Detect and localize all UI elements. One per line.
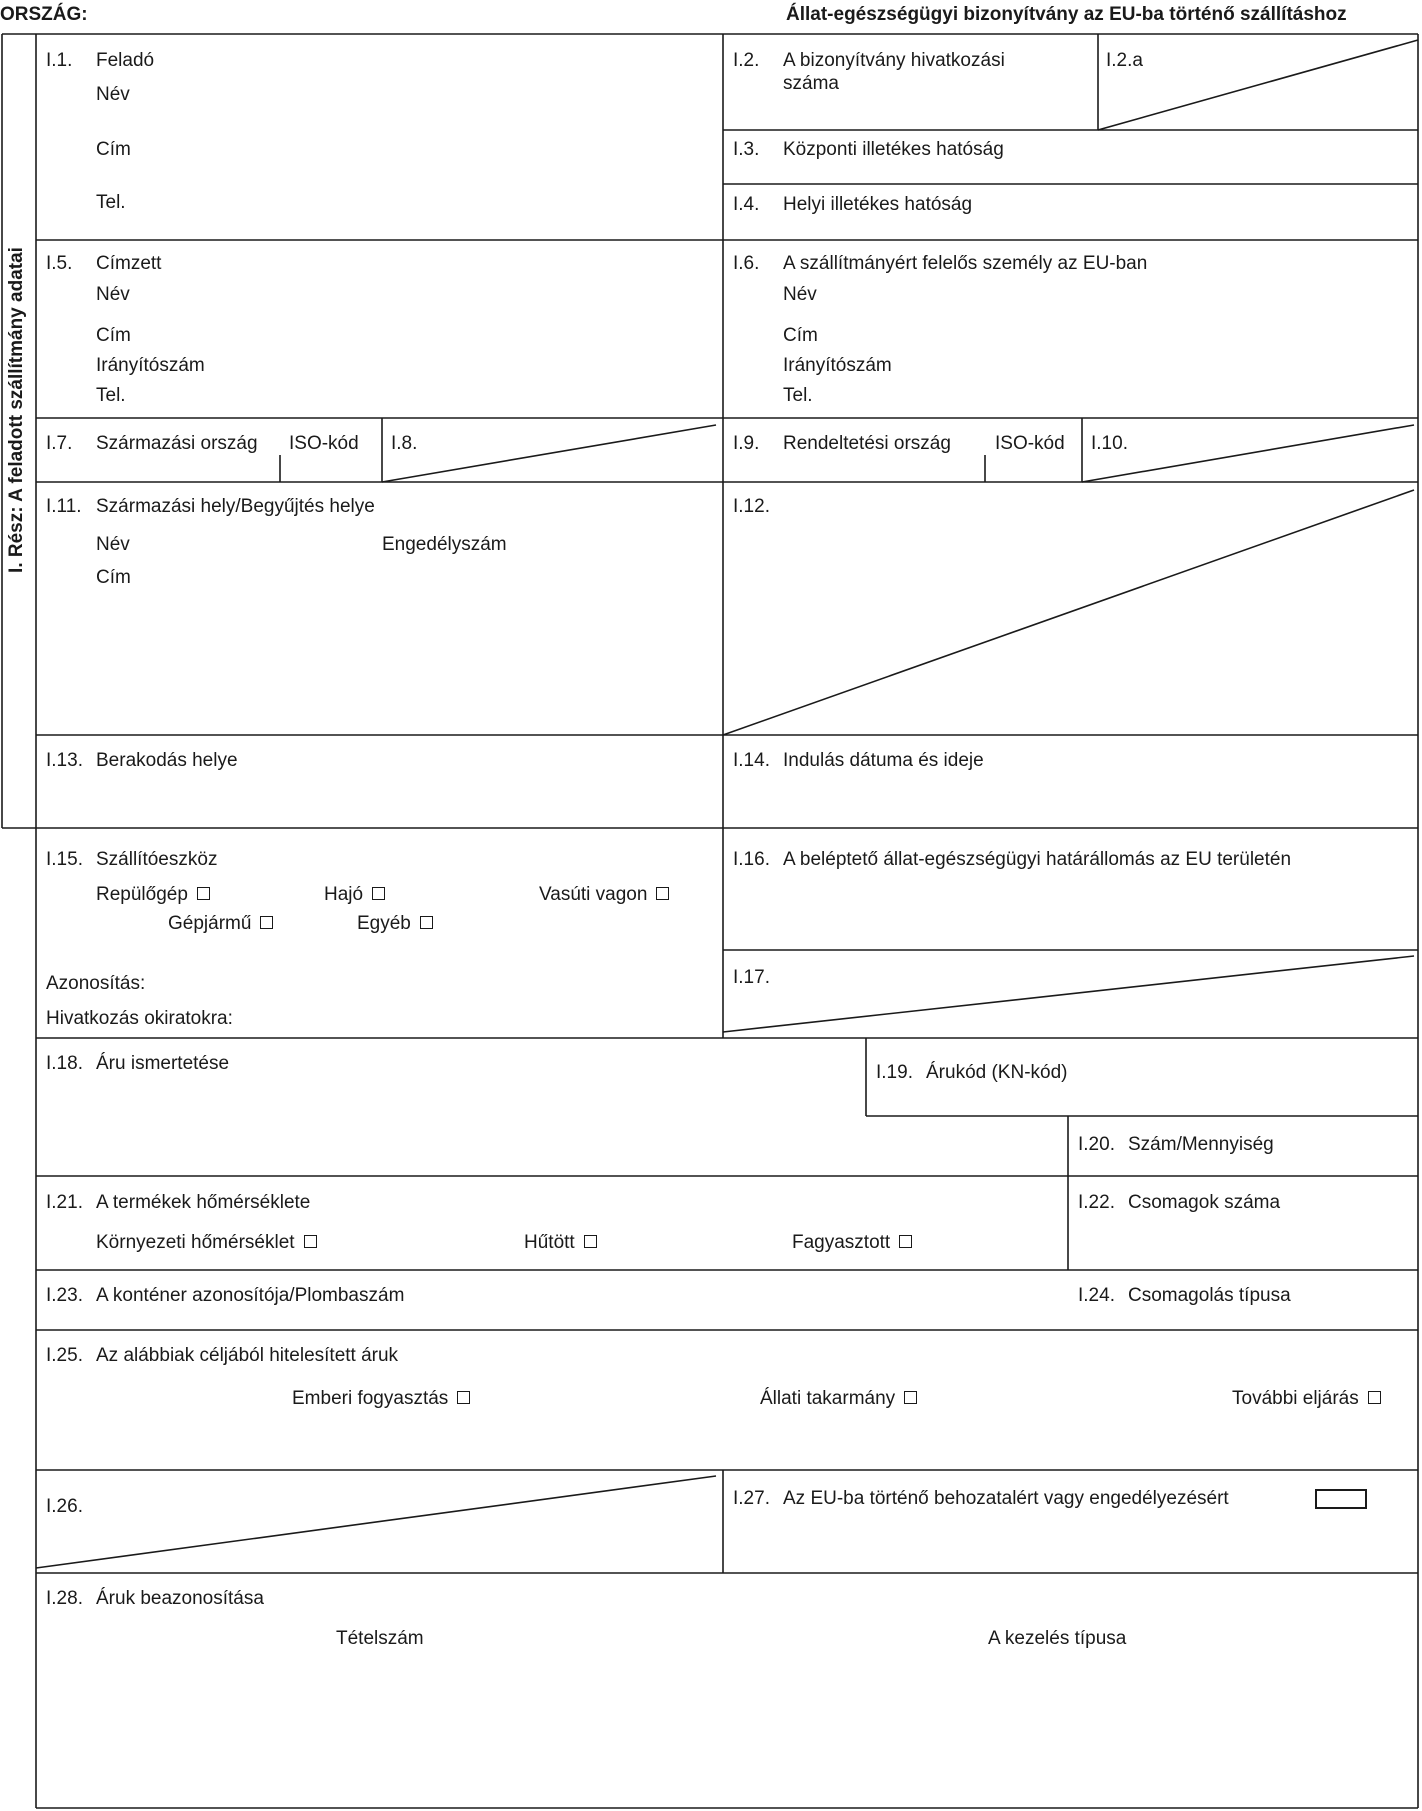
field-i25: I.25. Az alábbiak céljából hitelesített áruk [46,1345,399,1366]
i6-address-label: Cím [783,325,818,346]
transport-plane-option[interactable]: Repülőgép [96,884,210,906]
field-i21: I.21. A termékek hőmérséklete [46,1192,311,1213]
field-i4: I.4. Helyi illetékes hatóság [733,194,973,215]
i15-identification-label: Azonosítás: [46,973,146,994]
checkbox-icon[interactable] [260,916,273,929]
temp-ambient-option[interactable]: Környezeti hőmérséklet [96,1232,317,1254]
i6-name-label: Név [783,284,817,305]
i5-postcode-label: Irányítószám [96,355,205,376]
i11-name-label: Név [96,534,130,555]
field-i23: I.23. A konténer azonosítója/Plombaszám [46,1285,405,1306]
certificate-title: Állat-egészségügyi bizonyítvány az EU-ba történő szállításhoz [786,4,1347,25]
field-i1: I.1. Feladó [46,50,155,71]
country-label: ORSZÁG: [0,4,88,25]
field-i3: I.3. Központi illetékes hatóság [733,139,1004,160]
checkbox-icon[interactable] [457,1391,470,1404]
checkbox-icon[interactable] [904,1391,917,1404]
transport-road-option[interactable]: Gépjármű [168,913,273,935]
purpose-human-option[interactable]: Emberi fogyasztás [292,1388,470,1410]
i9-iso-label: ISO-kód [995,433,1065,454]
field-i13: I.13. Berakodás helye [46,750,238,771]
checkbox-icon[interactable] [304,1235,317,1248]
transport-rail-option[interactable]: Vasúti vagon [539,884,669,906]
field-i17: I.17. [733,967,770,988]
field-i2: I.2. A bizonyítvány hivatkozási [733,50,1005,71]
temp-chilled-option[interactable]: Hűtött [524,1232,597,1254]
field-i22: I.22. Csomagok száma [1078,1192,1281,1213]
i1-address-label: Cím [96,139,131,160]
field-i26: I.26. [46,1496,83,1517]
i6-postcode-label: Irányítószám [783,355,892,376]
field-i27: I.27. Az EU-ba történő behozatalért vagy engedélyezésért [733,1488,1229,1509]
i5-name-label: Név [96,284,130,305]
i15-documents-label: Hivatkozás okiratokra: [46,1008,233,1029]
purpose-feed-option[interactable]: Állati takarmány [760,1388,917,1410]
checkbox-icon[interactable] [656,887,669,900]
field-i12: I.12. [733,496,770,517]
i7-iso-label: ISO-kód [289,433,359,454]
checkbox-icon[interactable] [1368,1391,1381,1404]
field-i18: I.18. Áru ismertetése [46,1053,230,1074]
field-i14: I.14. Indulás dátuma és ideje [733,750,984,771]
field-i20: I.20. Szám/Mennyiség [1078,1134,1274,1155]
field-i19: I.19. Árukód (KN-kód) [876,1062,1068,1083]
i6-tel-label: Tel. [783,385,813,406]
i28-batch-column: Tételszám [336,1628,424,1649]
checkbox-icon[interactable] [372,887,385,900]
i28-treatment-column: A kezelés típusa [988,1628,1127,1649]
field-i5: I.5. Címzett [46,253,162,274]
field-i10: I.10. [1091,433,1128,454]
checkbox-icon[interactable] [197,887,210,900]
field-i16: I.16. A beléptető állat-egészségügyi határállomás az EU területén [733,849,1292,870]
field-i24: I.24. Csomagolás típusa [1078,1285,1291,1306]
i11-approval-label: Engedélyszám [382,534,507,555]
checkbox-icon[interactable] [899,1235,912,1248]
field-i7: I.7. Származási ország [46,433,258,454]
i2-title-line2: száma [783,73,839,94]
field-i28: I.28. Áruk beazonosítása [46,1588,264,1609]
i1-name-label: Név [96,84,130,105]
field-i9: I.9. Rendeltetési ország [733,433,951,454]
i11-address-label: Cím [96,567,131,588]
temp-frozen-option[interactable]: Fagyasztott [792,1232,912,1254]
field-i15: I.15. Szállítóeszköz [46,849,218,870]
i1-tel-label: Tel. [96,192,126,213]
field-i2a: I.2.a [1106,50,1143,71]
transport-ship-option[interactable]: Hajó [324,884,385,906]
purpose-further-option[interactable]: További eljárás [1232,1388,1381,1410]
field-i8: I.8. [391,433,418,454]
transport-other-option[interactable]: Egyéb [357,913,433,935]
part-one-side-label: I. Rész: A feladott szállítmány adatai [6,247,27,573]
i5-address-label: Cím [96,325,131,346]
checkbox-icon[interactable] [420,916,433,929]
i27-checkbox[interactable] [1315,1489,1367,1509]
field-i6: I.6. A szállítmányért felelős személy az EU-ban [733,253,1148,274]
field-i11: I.11. Származási hely/Begyűjtés helye [46,496,375,517]
checkbox-icon[interactable] [584,1235,597,1248]
i5-tel-label: Tel. [96,385,126,406]
